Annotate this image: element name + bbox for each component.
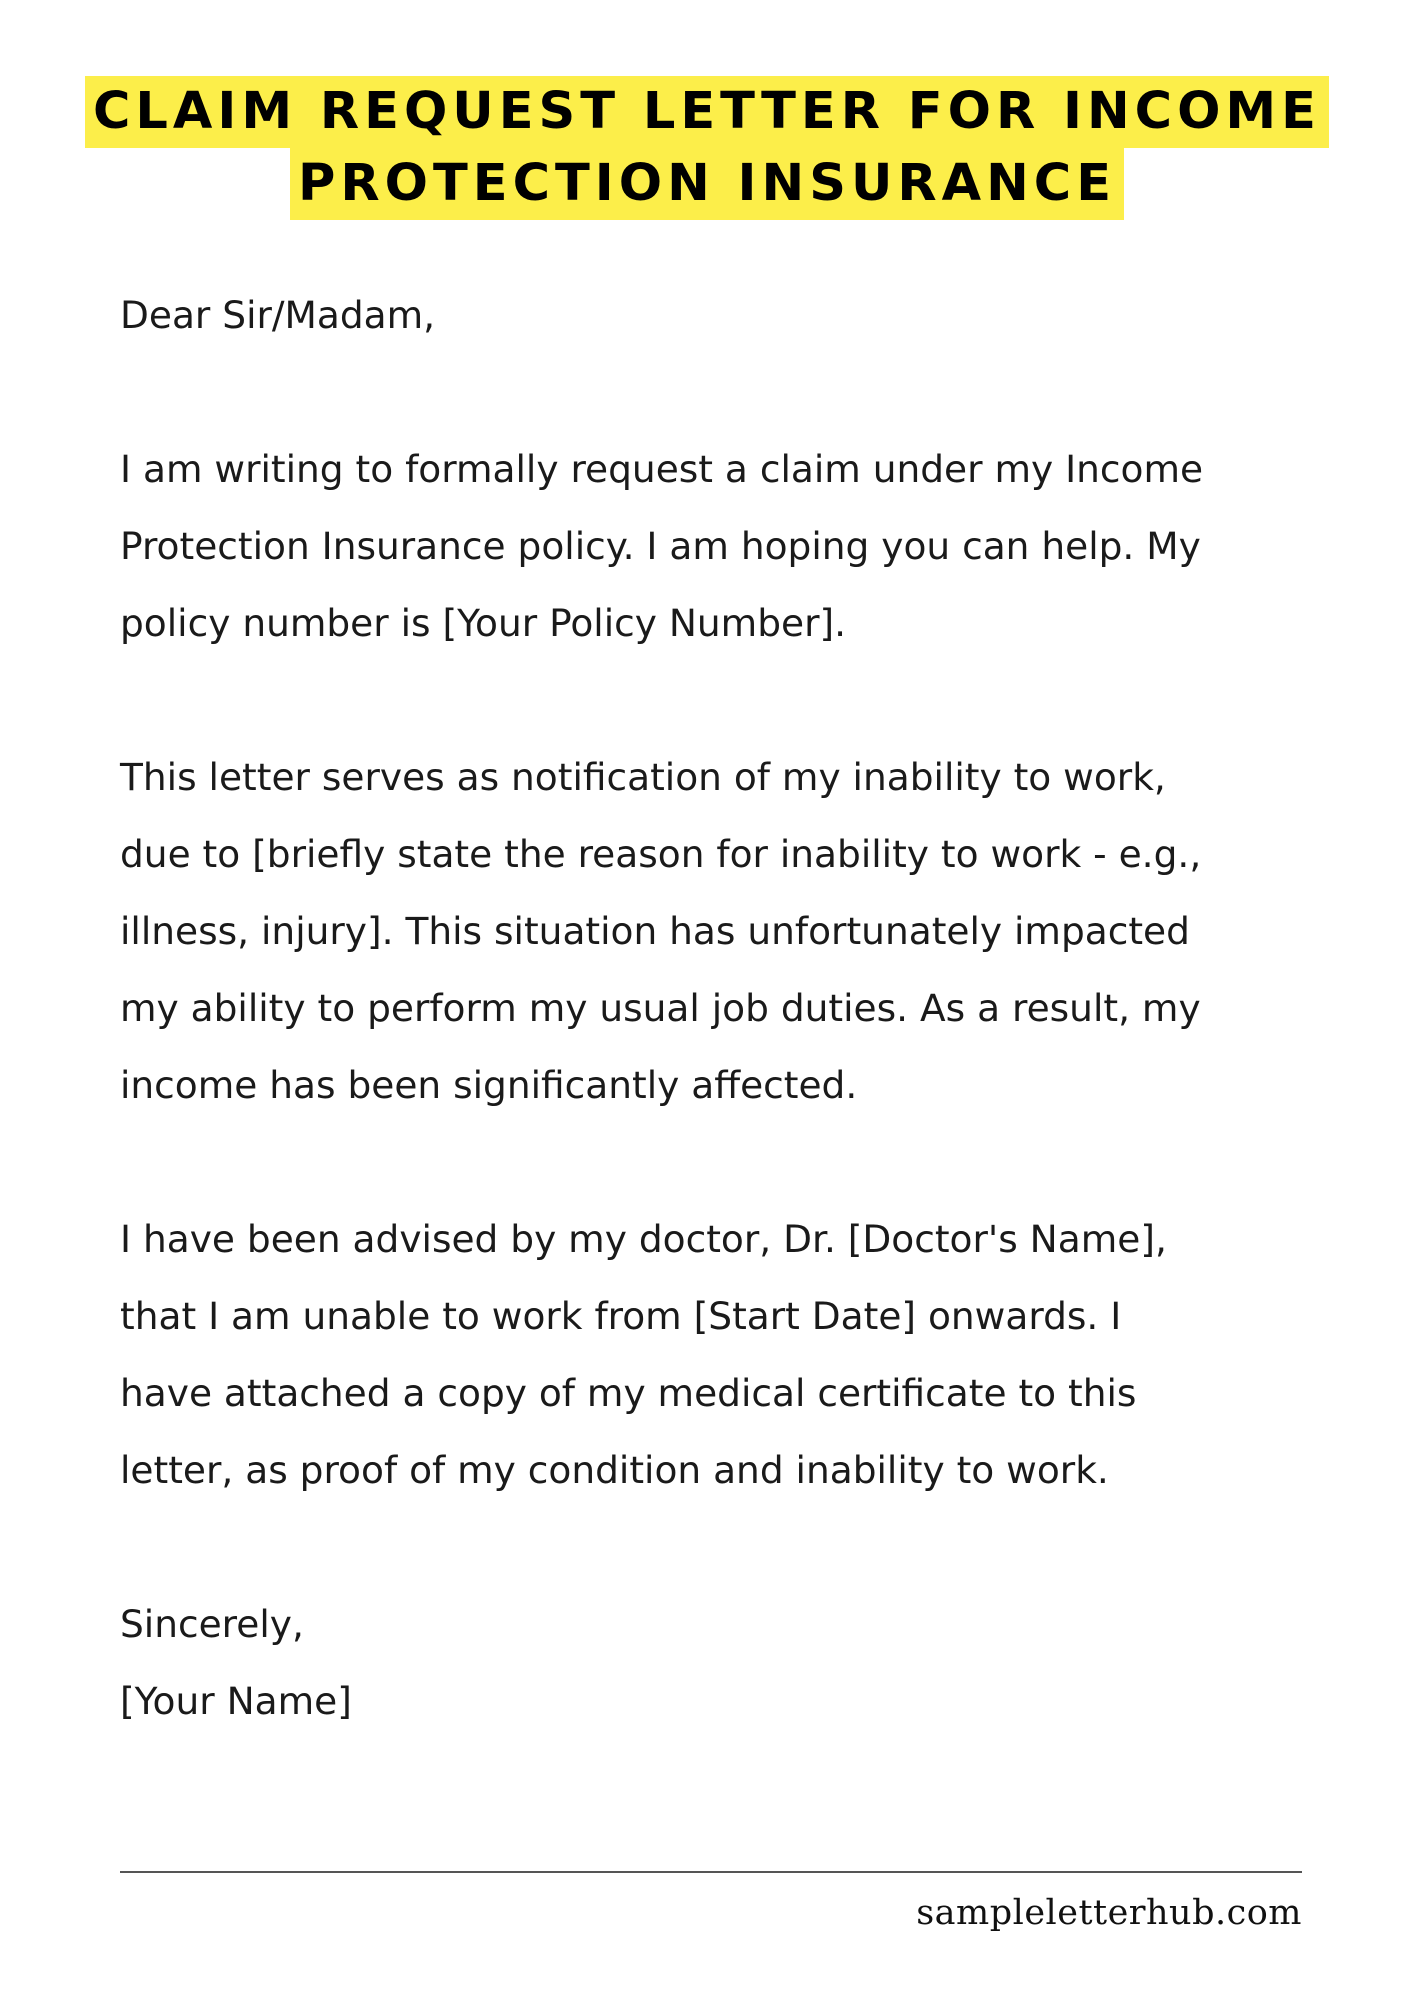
footer-divider	[120, 1871, 1302, 1873]
paragraph-line: illness, injury]. This situation has unfortunately impacted	[120, 909, 1190, 953]
paragraph-line: due to [briefly state the reason for inability to work - e.g.,	[120, 832, 1202, 876]
paragraph-line: have attached a copy of my medical certificate to this	[120, 1371, 1137, 1415]
paragraph-line: I have been advised by my doctor, Dr. [Doctor's Name],	[120, 1217, 1167, 1261]
title-line-1: CLAIM REQUEST LETTER FOR INCOME	[85, 76, 1329, 148]
closing: Sincerely,	[120, 1602, 304, 1646]
paragraph-line: letter, as proof of my condition and inability to work.	[120, 1448, 1109, 1492]
footer-site-name: sampleletterhub.com	[916, 1893, 1302, 1933]
letter-body	[120, 277, 1360, 1740]
paragraph-line: policy number is [Your Policy Number].	[120, 601, 847, 645]
paragraph-line: Protection Insurance policy. I am hoping you can help. My	[120, 524, 1201, 568]
salutation: Dear Sir/Madam,	[120, 293, 436, 337]
title-line-2: PROTECTION INSURANCE	[290, 148, 1124, 220]
paragraph-line: income has been significantly affected.	[120, 1063, 858, 1107]
paragraph-line: I am writing to formally request a claim under my Income	[120, 447, 1204, 491]
page-title	[0, 76, 1414, 220]
paragraph-line: my ability to perform my usual job duties. As a result, my	[120, 986, 1201, 1030]
paragraph-line: that I am unable to work from [Start Date] onwards. I	[120, 1294, 1122, 1338]
paragraph-policy	[120, 431, 1360, 662]
paragraph-doctor	[120, 1201, 1360, 1509]
paragraph-line: This letter serves as notification of my inability to work,	[120, 755, 1166, 799]
signature-name: [Your Name]	[120, 1679, 352, 1723]
paragraph-notification	[120, 739, 1360, 1124]
